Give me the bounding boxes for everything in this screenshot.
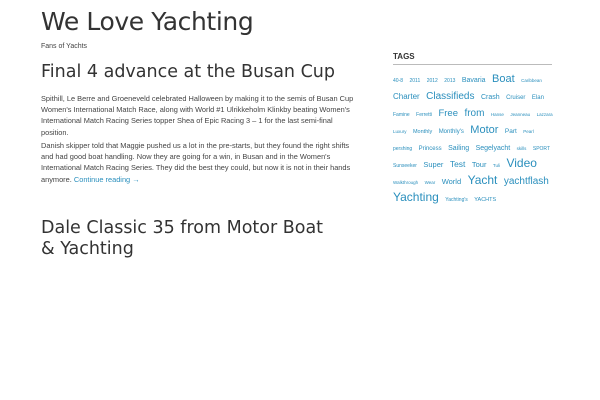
tag-link[interactable]: Jeanneau (510, 112, 531, 117)
tag-link[interactable]: Cruiser (506, 95, 526, 101)
tag-cloud (393, 71, 558, 207)
tag-link[interactable]: Super (423, 160, 444, 169)
tag-link[interactable]: yachtflash (503, 176, 549, 187)
tag-link[interactable]: Luxury (393, 129, 407, 134)
post-paragraph (41, 140, 359, 185)
tag-link[interactable]: Famine (393, 112, 410, 118)
tag-link[interactable]: Tuli (492, 163, 501, 168)
post-title[interactable]: Final 4 advance at the Busan Cup (41, 62, 335, 82)
tag-link[interactable]: Video (506, 156, 537, 170)
tag-link[interactable]: Segelyacht (475, 145, 511, 152)
tag-link[interactable]: Sunseeker (393, 163, 417, 169)
tag-link[interactable]: Motor (470, 124, 499, 136)
tag-link[interactable]: Sailing (448, 145, 470, 152)
tag-link[interactable]: 2011 (409, 78, 421, 84)
tag-link[interactable]: 2013 (444, 78, 456, 84)
post-paragraph: Spithill, Le Berre and Groeneveld celebrated Halloween by making it to the semis of Busan Cup Women's International Match Race, along with World #1 Ulrikkeholm Klinkby beating Women's International Match Racing Series topper Shea of Epic Racing 3 – 1 for the last semi-final position. (41, 94, 354, 137)
tag-link[interactable]: pershing (393, 146, 413, 152)
tag-link[interactable]: Caribbean (521, 78, 542, 83)
tags-heading: TAGS (393, 52, 552, 65)
tag-link[interactable]: Free (438, 108, 458, 119)
tag-link[interactable]: Part (504, 128, 517, 135)
tag-link[interactable]: Lazzara (536, 112, 553, 117)
site-title[interactable]: We Love Yachting (41, 7, 254, 36)
tag-link[interactable]: Walkthrough (393, 180, 419, 185)
tag-link[interactable]: Yachting's (445, 197, 468, 203)
tag-link[interactable]: Pearl (523, 129, 534, 134)
tag-link[interactable]: skills (516, 146, 527, 151)
continue-reading-link[interactable]: Continue reading → (73, 174, 140, 184)
tag-link[interactable]: Classifieds (426, 91, 475, 102)
tag-link[interactable]: from (464, 108, 485, 119)
tag-link[interactable]: World (441, 177, 462, 186)
tag-link[interactable]: Hanse (490, 112, 504, 117)
tag-link[interactable]: Bavaria (461, 77, 486, 84)
tag-link[interactable]: Elan (531, 95, 544, 101)
tag-link[interactable]: 40-8 (393, 78, 404, 84)
tag-link[interactable]: Yacht (467, 173, 498, 187)
post-paragraph-text: Danish skipper told that Maggie pushed us a lot in the pre-starts, but they found the right shifts and had good boat handling. Now they are going for a win, in Busan and in the Women's International Match Racing Series. They did the best they could, but now it is not in their hands anymore. (41, 141, 351, 184)
tag-link[interactable]: Monthly (412, 129, 433, 135)
tag-link[interactable]: Monthly's (438, 129, 464, 135)
tag-link[interactable]: 2012 (426, 78, 438, 84)
tags-widget (393, 52, 558, 207)
tag-link[interactable]: Wear (424, 180, 436, 185)
tag-link[interactable]: Ferretti (416, 112, 432, 118)
tag-link[interactable]: Boat (492, 73, 515, 85)
tag-link[interactable]: Tour (471, 160, 487, 169)
site-description: Fans of Yachts (41, 43, 88, 50)
tag-link[interactable]: Charter (393, 92, 420, 101)
tag-link[interactable]: SPORT (532, 146, 551, 152)
tag-link[interactable]: Yachting (393, 190, 439, 204)
post-title[interactable]: Dale Classic 35 from Motor Boat & Yachting (41, 218, 324, 259)
tag-link[interactable]: Princess (418, 146, 442, 152)
tag-link[interactable]: Test (449, 159, 466, 169)
tag-link[interactable]: YACHTS (474, 197, 497, 203)
tag-link[interactable]: Crash (480, 94, 500, 101)
